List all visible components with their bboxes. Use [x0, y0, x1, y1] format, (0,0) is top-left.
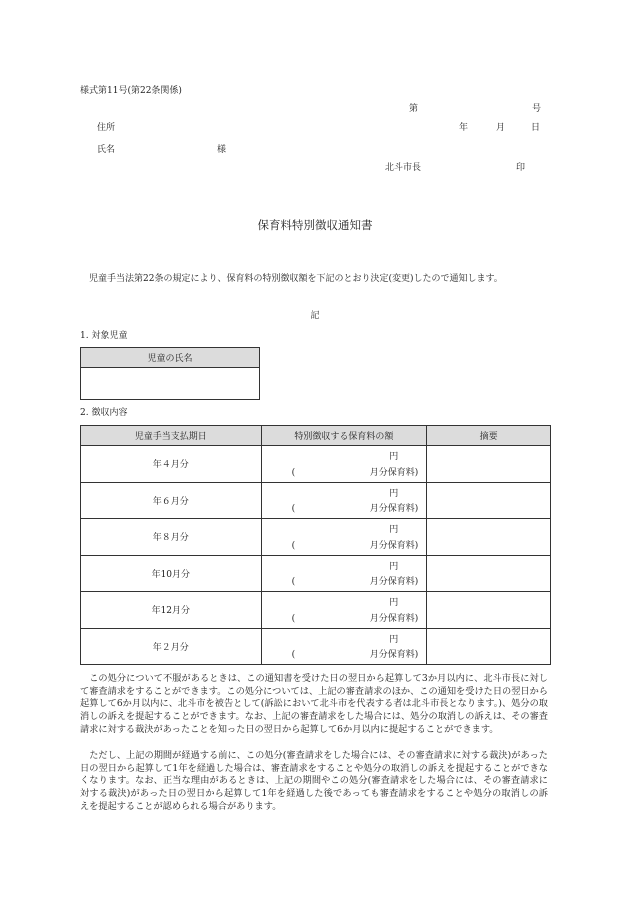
remarks-header: 摘要 [427, 426, 551, 446]
period-cell: 年10月分 [81, 555, 262, 592]
period-cell: 年２月分 [81, 628, 262, 665]
monthly-fee-label: 月分保育料) [369, 613, 419, 624]
yen-label: 円 [389, 452, 399, 462]
amount-cell [261, 628, 427, 665]
intro-text: 児童手当法第22条の規定により、保育料の特別徴収額を下記のとおり決定(変更)したので通知します。 [89, 274, 503, 284]
form-number: 様式第11号(第22条関係) [80, 86, 182, 96]
paren-open: ( [291, 650, 296, 660]
name-label: 氏名 [97, 145, 116, 155]
yen-label: 円 [389, 561, 399, 572]
yen-label: 円 [389, 598, 399, 608]
table-row [81, 628, 551, 665]
address-label: 住所 [97, 123, 116, 133]
amount-cell [261, 555, 427, 592]
yen-label: 円 [389, 488, 399, 499]
remarks-cell [427, 446, 551, 483]
child-table [80, 347, 260, 400]
section2-heading: 2. 徴収内容 [80, 408, 128, 418]
amount-cell [261, 446, 427, 483]
appeal-notice: この処分について不服があるときは、この通知書を受けた日の翌日から起算して3か月以内に、北斗市長に対して審査請求をすることができます。この処分については、上記の審査請求のほか、この通知を受けた日の翌日から起算して6か月以内に、北斗市を被告として(訴訟において北斗市を代表する者は北斗市長となります。)、処分の取消しの訴えを提起することができます。なお、上記の審査請求をした場合には、処分の取消しの訴えは、その審査請求に対する裁決があったことを知った日の翌日から起算して6か月以内に提起することができます。 [80, 673, 548, 735]
remarks-cell [427, 555, 551, 592]
monthly-fee-label: 月分保育料) [369, 650, 419, 660]
table-row [81, 592, 551, 629]
child-name-cell [81, 368, 260, 400]
period-cell: 年12月分 [81, 592, 262, 629]
period-cell: 年４月分 [81, 446, 262, 483]
section1-heading: 1. 対象児童 [80, 331, 128, 341]
amount-header: 特別徴収する保育料の額 [261, 426, 427, 446]
yen-label: 円 [389, 634, 399, 645]
paren-open: ( [291, 467, 296, 478]
honorific-sama: 様 [217, 145, 227, 155]
date-month: 月 [496, 123, 506, 133]
paren-open: ( [291, 577, 296, 587]
number-dai: 第 [409, 104, 419, 114]
collection-table [80, 425, 551, 665]
table-row [81, 519, 551, 556]
payment-date-header: 児童手当支払期日 [81, 426, 262, 446]
table-row [81, 555, 551, 592]
amount-cell [261, 482, 427, 519]
paren-open: ( [291, 504, 296, 514]
remarks-cell [427, 482, 551, 519]
time-limit-notice: ただし、上記の期間が経過する前に、この処分(審査請求をした場合には、その審査請求に対する裁決)があった日の翌日から起算して1年を経過した場合は、審査請求をすることや処分の取消しの訴えを提起することができなくなります。なお、正当な理由があるときは、上記の期間やこの処分(審査請求をした場合には、その審査請求に対する裁決)があった日の翌日から起算して1年を経過した後であっても審査請求をすることや処分の取消しの訴えを提起することが認められる場合があります。 [80, 750, 548, 812]
amount-cell [261, 519, 427, 556]
amount-cell [261, 592, 427, 629]
monthly-fee-label: 月分保育料) [369, 467, 419, 478]
date-day: 日 [531, 123, 541, 133]
remarks-cell [427, 592, 551, 629]
issuer-mayor: 北斗市長 [385, 163, 422, 173]
paren-open: ( [291, 540, 296, 551]
number-go: 号 [532, 104, 542, 114]
paren-open: ( [291, 613, 296, 624]
ki-marker: 記 [310, 311, 320, 321]
seal-mark: 印 [516, 163, 526, 173]
table-row [81, 446, 551, 483]
remarks-cell [427, 519, 551, 556]
date-year: 年 [459, 123, 469, 133]
yen-label: 円 [389, 525, 399, 535]
period-cell: 年６月分 [81, 482, 262, 519]
remarks-cell [427, 628, 551, 665]
period-cell: 年８月分 [81, 519, 262, 556]
table-row [81, 482, 551, 519]
monthly-fee-label: 月分保育料) [369, 577, 419, 587]
child-name-header: 児童の氏名 [81, 348, 260, 368]
monthly-fee-label: 月分保育料) [369, 504, 419, 514]
monthly-fee-label: 月分保育料) [369, 540, 419, 551]
document-title: 保育料特別徴収通知書 [257, 218, 373, 232]
